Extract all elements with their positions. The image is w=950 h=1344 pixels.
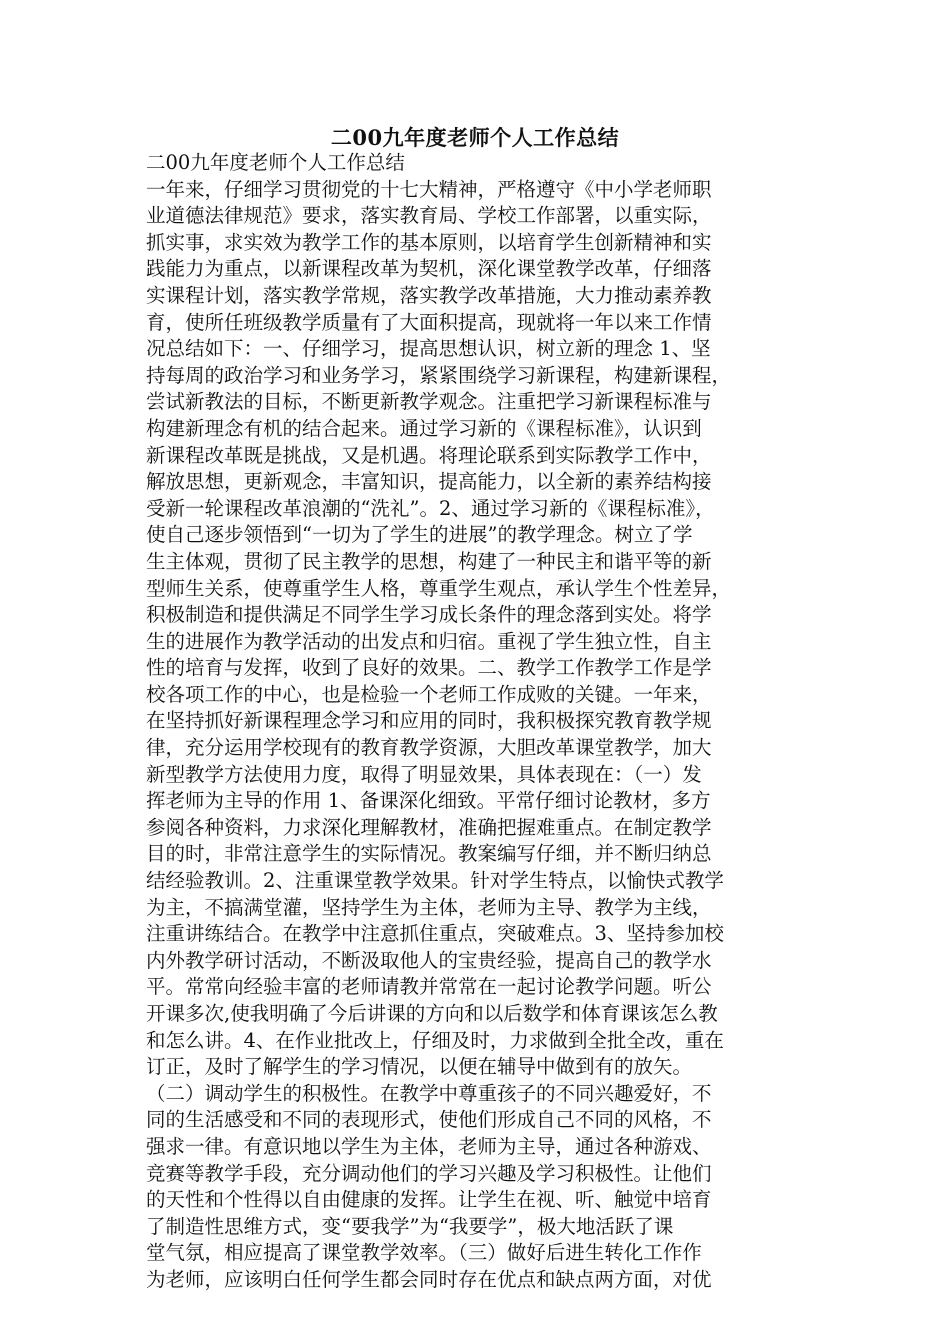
text-line: 开课多次,使我明确了今后讲课的方向和以后数学和体育课该怎么教: [146, 1002, 718, 1025]
text-line: 一年来，仔细学习贯彻党的十七大精神，严格遵守《中小学老师职: [146, 177, 712, 201]
paragraph-lines: [146, 177, 816, 1294]
text-line: 持每周的政治学习和业务学习，紧紧围绕学习新课程，构建新课程，: [146, 363, 732, 387]
text-line: 解放思想，更新观念，丰富知识，提高能力，以全新的素养结构接: [146, 470, 712, 494]
text-line: 强求一律。有意识地以学生为主体，老师为主导，通过各种游戏、: [146, 1134, 712, 1158]
text-line: 使自己逐步领悟到“一切为了学生的进展”的教学理念。树立了学: [146, 523, 693, 547]
text-line: 了制造性思维方式，变“要我学”为“我要学”，极大地活跃了课: [146, 1214, 674, 1238]
text-line: 堂气氛，相应提高了课堂教学效率。（三）做好后进生转化工作作: [146, 1241, 702, 1265]
text-line: 同的生活感受和不同的表现形式，使他们形成自己不同的风格，不: [146, 1108, 712, 1132]
text-line: 挥老师为主导的作用 1、备课深化细致。平常仔细讨论教材，多方: [146, 789, 711, 813]
text-line: 参阅各种资料，力求深化理解教材，准确把握难重点。在制定教学: [146, 815, 712, 839]
text-line: 受新一轮课程改革浪潮的“洗礼”。2、通过学习新的《课程标准》，: [146, 496, 715, 520]
text-line: 竞赛等教学手段，充分调动他们的学习兴趣及学习积极性。让他们: [146, 1161, 712, 1185]
text-line: 抓实事，求实效为教学工作的基本原则，以培育学生创新精神和实: [146, 230, 712, 254]
text-line: 积极制造和提供满足不同学生学习成长条件的理念落到实处。将学: [146, 603, 712, 627]
text-line: 平。常常向经验丰富的老师请教并常常在一起讨论教学问题。听公: [146, 975, 712, 999]
text-line: 目的时，非常注意学生的实际情况。教案编写仔细，并不断归纳总: [146, 842, 712, 866]
text-line: 在坚持抓好新课程理念学习和应用的同时，我积极探究教育教学规: [146, 709, 712, 733]
text-line: 结经验教训。2、注重课堂教学效果。针对学生特点，以愉快式教学: [146, 869, 724, 893]
text-line: 律，充分运用学校现有的教育教学资源，大胆改革课堂教学，加大: [146, 736, 712, 760]
text-line: 性的培育与发挥，收到了良好的效果。二、教学工作教学工作是学: [146, 656, 712, 680]
text-line: 新课程改革既是挑战，又是机遇。将理论联系到实际教学工作中，: [146, 443, 712, 467]
text-line: 校各项工作的中心，也是检验一个老师工作成败的关键。一年来，: [146, 682, 712, 706]
text-line: 为老师，应该明白任何学生都会同时存在优点和缺点两方面，对优: [146, 1267, 712, 1291]
text-line: 构建新理念有机的结合起来。通过学习新的《课程标准》，认识到: [146, 416, 702, 440]
text-line: 内外教学研讨活动，不断汲取他人的宝贵经验，提高自己的教学水: [146, 948, 712, 972]
text-line: （二）调动学生的积极性。在教学中尊重孩子的不同兴趣爱好，不: [146, 1081, 712, 1105]
text-line: 的天性和个性得以自由健康的发挥。让学生在视、听、触觉中培育: [146, 1188, 712, 1212]
text-line: 实课程计划，落实教学常规，落实教学改革措施，大力推动素养教: [146, 283, 712, 307]
document-body: [146, 150, 816, 1294]
text-line: 新型教学方法使用力度，取得了明显效果，具体表现在：（一）发: [146, 762, 702, 786]
text-line: 为主，不搞满堂灌，坚持学生为主体，老师为主导、教学为主线，: [146, 895, 712, 919]
text-line: 注重讲练结合。在教学中注意抓住重点，突破难点。3、坚持参加校: [146, 922, 724, 946]
text-line: 尝试新教法的目标，不断更新教学观念。注重把学习新课程标准与: [146, 390, 712, 414]
text-line: 订正，及时了解学生的学习情况，以便在辅导中做到有的放矢。: [146, 1055, 693, 1079]
text-line: 践能力为重点，以新课程改革为契机，深化课堂教学改革，仔细落: [146, 257, 712, 281]
text-line: 育，使所任班级教学质量有了大面积提高，现就将一年以来工作情: [146, 310, 712, 334]
document-title: 二00九年度老师个人工作总结: [330, 125, 620, 150]
text-line: 生的进展作为教学活动的出发点和归宿。重视了学生独立性，自主: [146, 629, 712, 653]
text-line: 生主体观，贯彻了民主教学的思想，构建了一种民主和谐平等的新: [146, 549, 712, 573]
text-line: 况总结如下：一、仔细学习，提高思想认识，树立新的理念 1、坚: [146, 337, 711, 361]
text-line: 型师生关系，使尊重学生人格，尊重学生观点，承认学生个性差异，: [146, 576, 732, 600]
text-line: 业道德法律规范》要求，落实教育局、学校工作部署，以重实际，: [146, 204, 712, 228]
text-line: 和怎么讲。4、在作业批改上，仔细及时，力求做到全批全改，重在: [146, 1028, 724, 1052]
document-subtitle: 二00九年度老师个人工作总结: [146, 151, 405, 174]
